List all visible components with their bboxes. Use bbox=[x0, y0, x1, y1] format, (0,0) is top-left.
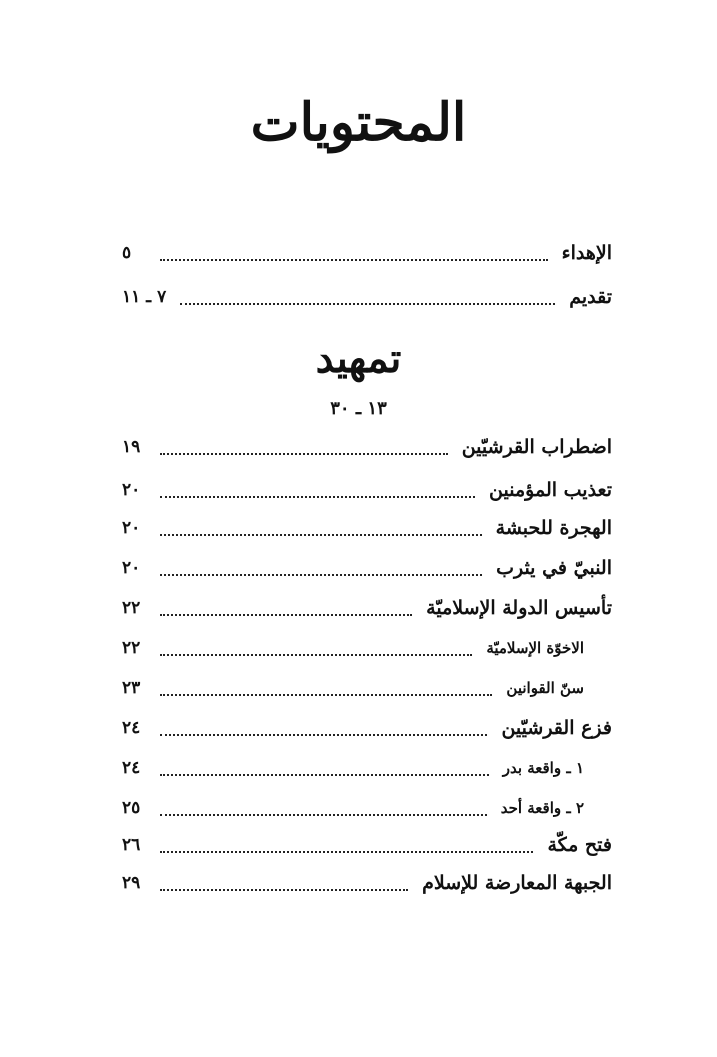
dot-leader bbox=[160, 732, 487, 736]
dot-leader bbox=[160, 257, 548, 261]
toc-entry-page: ٢٤ bbox=[122, 758, 141, 778]
dot-leader bbox=[160, 652, 472, 656]
dot-leader bbox=[180, 301, 555, 305]
dot-leader bbox=[160, 772, 489, 776]
toc-entry-page: ٥ bbox=[122, 243, 132, 263]
toc-entry-page: ٢٠ bbox=[122, 558, 141, 578]
toc-entry bbox=[122, 713, 612, 743]
dot-leader bbox=[160, 532, 482, 536]
toc-entry-label: الهجرة للحبشة bbox=[495, 517, 612, 539]
dot-leader bbox=[160, 692, 492, 696]
toc-entry bbox=[122, 868, 612, 898]
toc-entry-label: الاخوّة الإسلاميّة bbox=[486, 639, 584, 657]
dot-leader bbox=[160, 887, 408, 891]
toc-entry bbox=[122, 475, 612, 505]
toc-entry-label: فزع القرشيّين bbox=[501, 717, 612, 739]
toc-entry-page: ٢٣ bbox=[122, 678, 141, 698]
toc-entry-label: ١ ـ واقعة بدر bbox=[502, 759, 584, 777]
dot-leader bbox=[160, 849, 533, 853]
toc-entry bbox=[122, 513, 612, 543]
toc-entry bbox=[122, 830, 612, 860]
toc-entry-label: الإهداء bbox=[561, 242, 612, 264]
dot-leader bbox=[160, 494, 475, 498]
toc-entry-page: ٢٠ bbox=[122, 480, 141, 500]
dot-leader bbox=[160, 451, 448, 455]
toc-subentry bbox=[122, 673, 612, 703]
toc-entry-label: تقديم bbox=[569, 286, 612, 308]
toc-entry-page: ٢٩ bbox=[122, 873, 141, 893]
toc-entry-page: ٧ ـ ١١ bbox=[122, 287, 167, 307]
toc-subentry bbox=[122, 633, 612, 663]
toc-entry-label: سنّ القوانين bbox=[506, 679, 584, 697]
toc-entry-page: ٢٢ bbox=[122, 638, 141, 658]
section-page-range: ١٣ ـ ٣٠ bbox=[330, 398, 387, 419]
section-title: تمهيد bbox=[315, 335, 402, 382]
dot-leader bbox=[160, 812, 487, 816]
dot-leader bbox=[160, 612, 412, 616]
toc-entry-page: ٢٦ bbox=[122, 835, 141, 855]
toc-entry-page: ٢٠ bbox=[122, 518, 141, 538]
dot-leader bbox=[160, 572, 482, 576]
toc-entry-dedication bbox=[122, 238, 612, 268]
toc-entry-page: ٢٥ bbox=[122, 798, 141, 818]
toc-entry-introduction bbox=[122, 282, 612, 312]
toc-entry bbox=[122, 432, 612, 462]
toc-subentry bbox=[122, 793, 612, 823]
toc-subentry bbox=[122, 753, 612, 783]
toc-entry-page: ٢٢ bbox=[122, 598, 141, 618]
toc-entry-label: الجبهة المعارضة للإسلام bbox=[422, 872, 612, 894]
toc-entry-label: اضطراب القرشيّين bbox=[461, 436, 612, 458]
toc-entry-page: ١٩ bbox=[122, 437, 141, 457]
toc-entry-label: النبيّ في يثرب bbox=[496, 557, 612, 579]
toc-entry-label: ٢ ـ واقعة أحد bbox=[500, 799, 584, 817]
toc-entry-label: فتح مكّة bbox=[547, 834, 612, 856]
page-title: المحتويات bbox=[250, 92, 467, 153]
toc-entry bbox=[122, 593, 612, 623]
toc-entry bbox=[122, 553, 612, 583]
toc-entry-label: تعذيب المؤمنين bbox=[489, 479, 612, 501]
toc-entry-page: ٢٤ bbox=[122, 718, 141, 738]
toc-entry-label: تأسيس الدولة الإسلاميّة bbox=[426, 597, 612, 619]
